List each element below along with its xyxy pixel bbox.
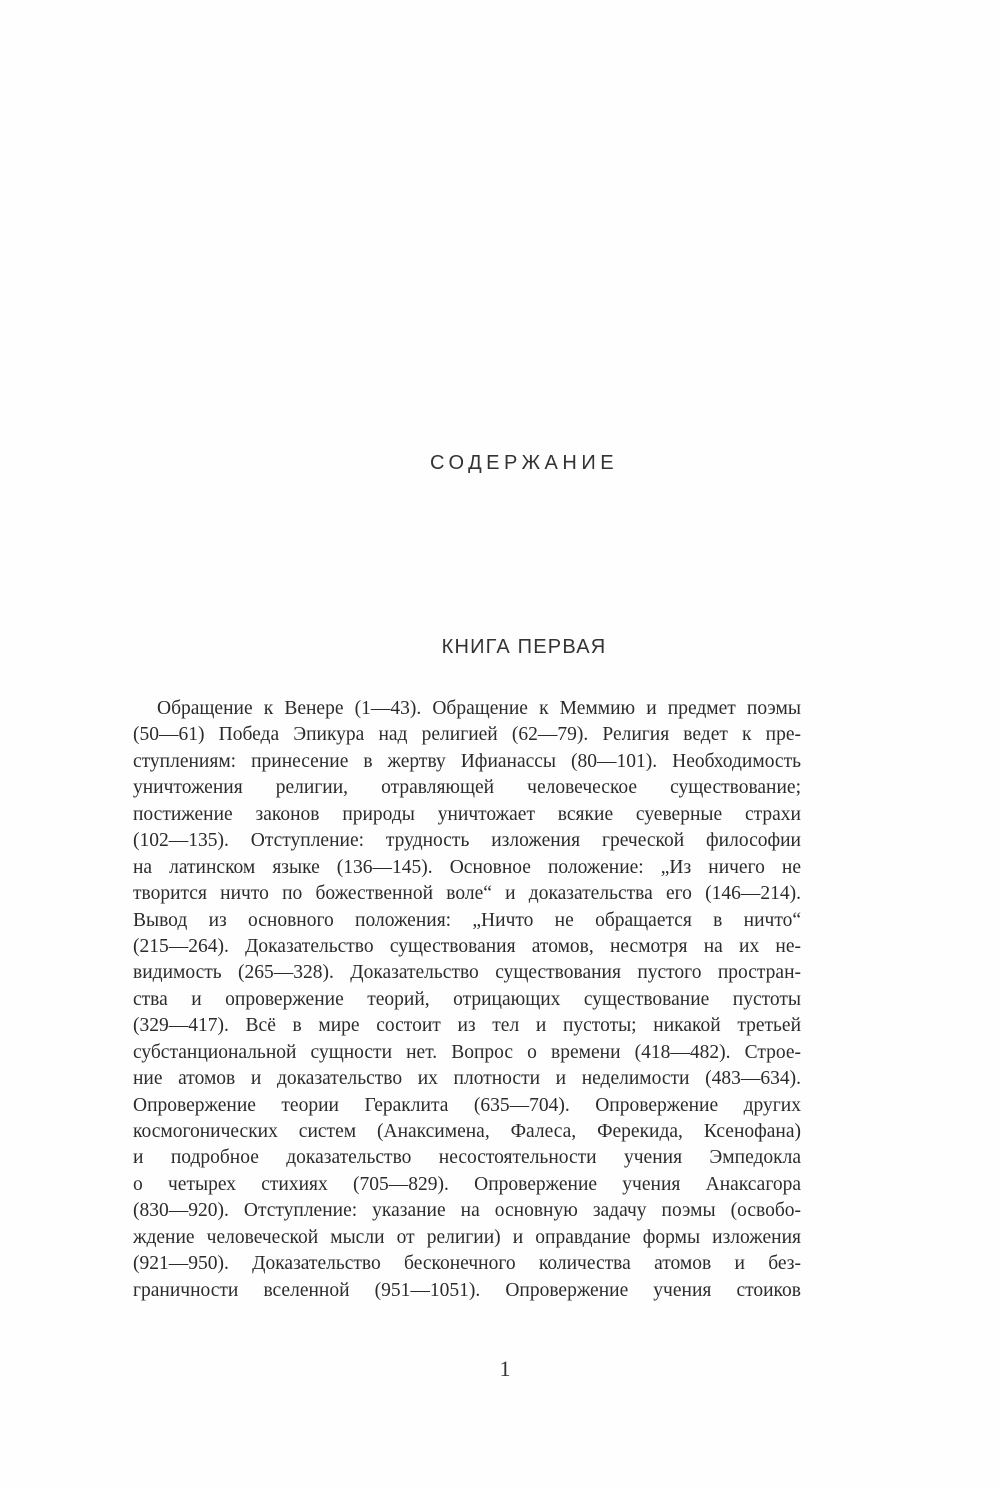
- text-line: (102—135). Отступление: трудность изложения греческой философии: [133, 830, 801, 852]
- text-line: космогонических систем (Анаксимена, Фалеса, Ферекида, Ксенофана): [133, 1121, 801, 1142]
- text-line: постижение законов природы уничтожает всякие суеверные страхи: [133, 803, 801, 825]
- text-line: (921—950). Доказательство бесконечного количества атомов и без-: [133, 1253, 801, 1275]
- page-title: СОДЕРЖАНИЕ: [429, 452, 619, 474]
- book-heading: КНИГА ПЕРВАЯ: [441, 636, 607, 658]
- text-line: о четырех стихиях (705—829). Опровержение учения Анаксагора: [133, 1173, 801, 1195]
- text-line: (329—417). Всё в мире состоит из тел и пустоты; никакой третьей: [133, 1015, 801, 1037]
- text-line: (50—61) Победа Эпикура над религией (62—79). Религия ведет к пре-: [133, 724, 801, 746]
- text-line: Опровержение теории Гераклита (635—704). Опровержение других: [133, 1094, 801, 1116]
- text-line: творится ничто по божественной воле“ и доказательства его (146—214).: [133, 883, 801, 905]
- text-line: субстанциональной сущности нет. Вопрос о времени (418—482). Строе-: [133, 1041, 801, 1063]
- text-line: и подробное доказательство несостоятельности учения Эмпедокла: [133, 1147, 801, 1169]
- text-line: уничтожения религии, отравляющей человеческое существование;: [133, 777, 801, 799]
- text-line: на латинском языке (136—145). Основное положение: „Из ничего не: [133, 856, 801, 878]
- text-line: Обращение к Венере (1—43). Обращение к Меммию и предмет поэмы: [157, 698, 801, 719]
- text-line: ние атомов и доказательство их плотности и неделимости (483—634).: [133, 1068, 801, 1090]
- text-line: Вывод из основного положения: „Ничто не обращается в ничто“: [133, 909, 801, 931]
- text-line: (830—920). Отступление: указание на основную задачу поэмы (освобо-: [133, 1200, 801, 1222]
- text-line: ждение человеческой мысли от религии) и оправдание формы изложения: [133, 1226, 801, 1248]
- contents-paragraph: [133, 696, 801, 1304]
- text-line: граничности вселенной (951—1051). Опровержение учения стоиков: [133, 1279, 801, 1301]
- text-line: (215—264). Доказательство существования атомов, несмотря на их не-: [133, 935, 801, 957]
- text-line: ступлениям: принесение в жертву Ифианассы (80—101). Необходимость: [133, 750, 801, 772]
- text-line: ства и опровержение теорий, отрицающих существование пустоты: [133, 988, 801, 1010]
- text-line: видимость (265—328). Доказательство существования пустого простран-: [133, 962, 801, 984]
- page-number: 1: [499, 1356, 511, 1381]
